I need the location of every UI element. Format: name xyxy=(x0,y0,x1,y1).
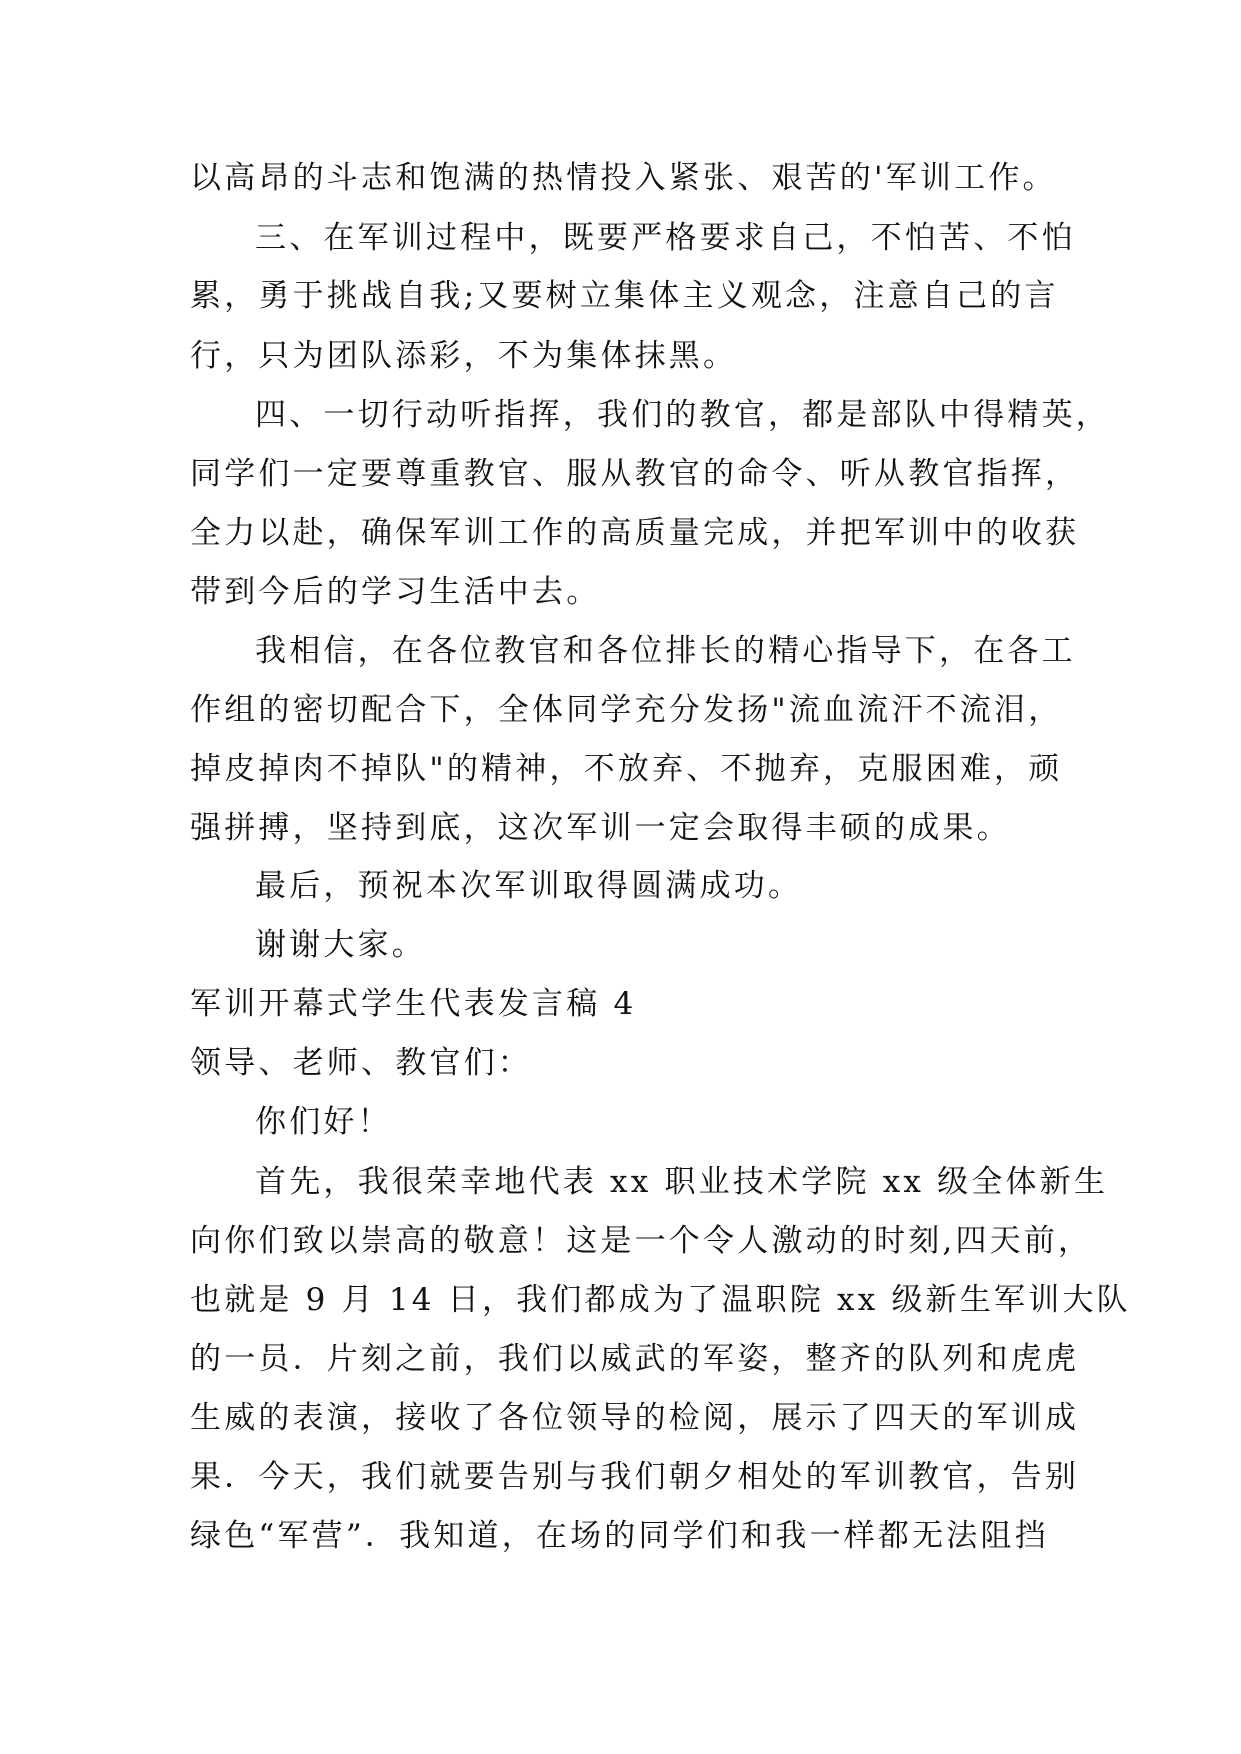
text-line: 三、在军训过程中，既要严格要求自己，不怕苦、不怕 xyxy=(255,220,1076,256)
text-line: 向你们致以崇高的敬意！这是一个令人激动的时刻,四天前， xyxy=(190,1223,1093,1259)
text-line: 果．今天，我们就要告别与我们朝夕相处的军训教官，告别 xyxy=(190,1459,1080,1495)
text-line: 以高昂的斗志和饱满的热情投入紧张、艰苦的'军训工作。 xyxy=(190,160,1057,196)
salutation: 领导、老师、教官们： xyxy=(190,1045,532,1081)
text-line: 谢谢大家。 xyxy=(255,927,426,963)
text-line: 首先，我很荣幸地代表 xx 职业技术学院 xx 级全体新生 xyxy=(255,1164,1109,1200)
text-line: 累，勇于挑战自我;又要树立集体主义观念，注意自己的言 xyxy=(190,278,1059,314)
text-line: 生威的表演，接收了各位领导的检阅，展示了四天的军训成 xyxy=(190,1400,1080,1436)
text-line: 我相信，在各位教官和各位排长的精心指导下，在各工 xyxy=(255,633,1076,669)
text-line: 同学们一定要尊重教官、服从教官的命令、听从教官指挥， xyxy=(190,456,1080,492)
section-heading: 军训开幕式学生代表发言稿 4 xyxy=(190,986,637,1022)
text-line: 带到今后的学习生活中去。 xyxy=(190,574,601,610)
text-line: 最后，预祝本次军训取得圆满成功。 xyxy=(255,868,803,904)
text-line: 绿色“军营”．我知道，在场的同学们和我一样都无法阻挡 xyxy=(190,1518,1049,1554)
text-line: 作组的密切配合下，全体同学充分发扬"流血流汗不流泪， xyxy=(190,692,1063,728)
text-line: 掉皮掉肉不掉队"的精神，不放弃、不抛弃，克服困难，顽 xyxy=(190,751,1063,787)
text-line: 也就是 9 月 14 日，我们都成为了温职院 xx 级新生军训大队 xyxy=(190,1282,1131,1318)
text-line: 四、一切行动听指挥，我们的教官，都是部队中得精英， xyxy=(255,397,1110,433)
text-line: 全力以赴，确保军训工作的高质量完成，并把军训中的收获 xyxy=(190,515,1080,551)
text-line: 强拼搏，坚持到底，这次军训一定会取得丰硕的成果。 xyxy=(190,810,1011,846)
greeting: 你们好！ xyxy=(255,1104,392,1140)
text-line: 的一员．片刻之前，我们以威武的军姿，整齐的队列和虎虎 xyxy=(190,1341,1080,1377)
text-line: 行，只为团队添彩，不为集体抹黑。 xyxy=(190,338,738,374)
